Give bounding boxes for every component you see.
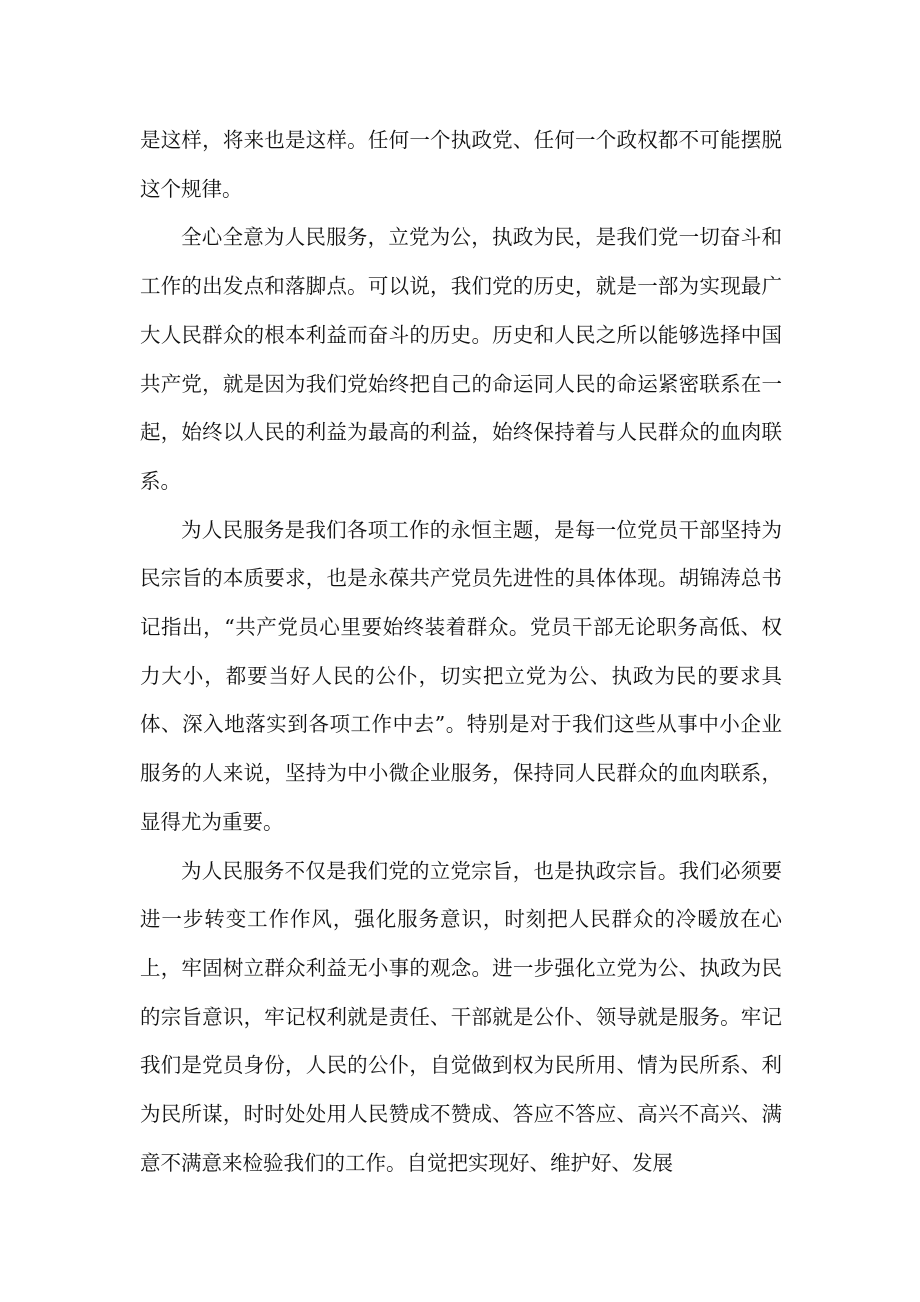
paragraph-3: 为人民服务是我们各项工作的永恒主题，是每一位党员干部坚持为民宗旨的本质要求，也是永葆共产党员先进性的具体体现。胡锦涛总书记指出，“共产党员心里要始终装着群众。党员干部无论职务高低、权力大小，都要当好人民的公仆，切实把立党为公、执政为民的要求具体、深入地落实到各项工作中去”。特别是对于我们这些从事中小企业服务的人来说，坚持为中小微企业服务，保持同人民群众的血肉联系，显得尤为重要。 <box>140 517 782 834</box>
paragraph-1: 是这样，将来也是这样。任何一个执政党、任何一个政权都不可能摆脱这个规律。 <box>140 128 782 201</box>
document-body <box>140 116 782 1187</box>
paragraph-2: 全心全意为人民服务，立党为公，执政为民，是我们党一切奋斗和工作的出发点和落脚点。可以说，我们党的历史，就是一部为实现最广大人民群众的根本利益而奋斗的历史。历史和人民之所以能够选择中国共产党，就是因为我们党始终把自己的命运同人民的命运紧密联系在一起，始终以人民的利益为最高的利益，始终保持着与人民群众的血肉联系。 <box>140 225 782 493</box>
paragraph-4: 为人民服务不仅是我们党的立党宗旨，也是执政宗旨。我们必须要进一步转变工作作风，强化服务意识，时刻把人民群众的冷暖放在心上，牢固树立群众利益无小事的观念。进一步强化立党为公、执政为民的宗旨意识，牢记权利就是责任、干部就是公仆、领导就是服务。牢记我们是党员身份，人民的公仆，自觉做到权为民所用、情为民所系、利为民所谋，时时处处用人民赞成不赞成、答应不答应、高兴不高兴、满意不满意来检验我们的工作。自觉把实现好、维护好、发展 <box>140 858 782 1175</box>
